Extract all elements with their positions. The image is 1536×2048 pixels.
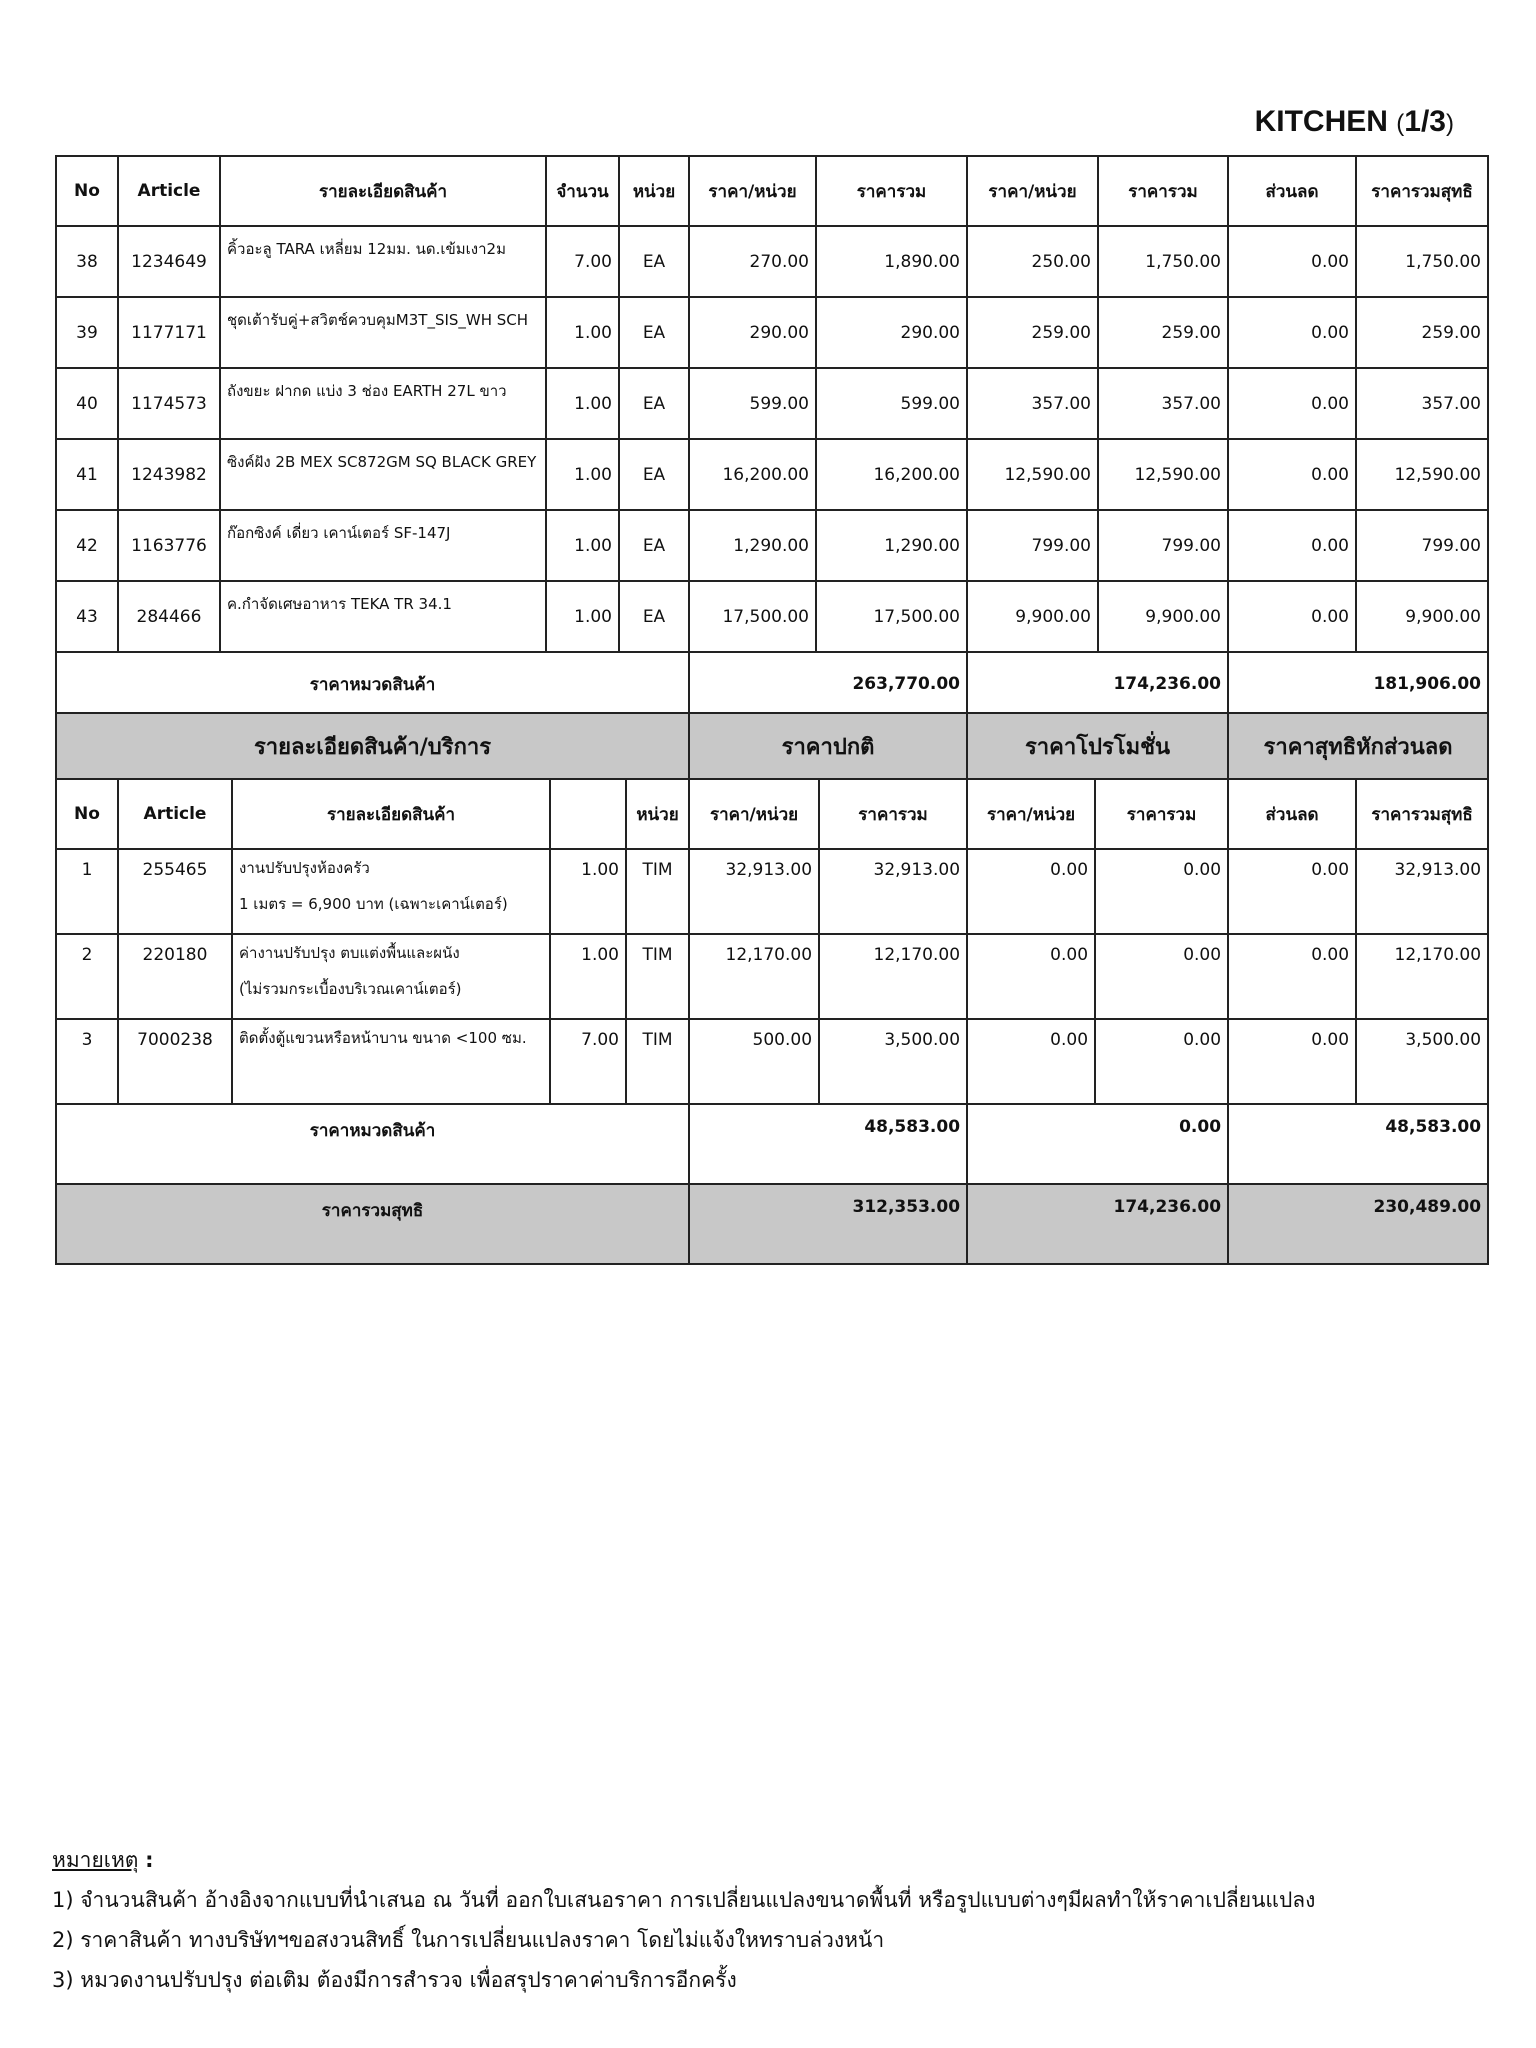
cell-promo-price: 259.00 (967, 297, 1098, 368)
cell-no: 1 (56, 849, 118, 934)
section-desc-header: รายละเอียดสินค้า/บริการ (56, 713, 689, 779)
section-promo-header: ราคาโปรโมชั่น (967, 713, 1228, 779)
cell-promo-total: 1,750.00 (1098, 226, 1228, 297)
products-subtotal-net: 181,906.00 (1228, 652, 1488, 716)
cell-unit: EA (619, 510, 689, 581)
cell-promo-price: 799.00 (967, 510, 1098, 581)
cell-promo-price: 12,590.00 (967, 439, 1098, 510)
cell-discount: 0.00 (1228, 849, 1356, 934)
services-subtotal-regular: 48,583.00 (689, 1104, 967, 1184)
cell-net: 9,900.00 (1356, 581, 1488, 652)
section-regular-header: ราคาปกติ (689, 713, 967, 779)
services-header-cell: ราคารวม (819, 779, 967, 849)
cell-unit: TIM (626, 1019, 689, 1104)
table-row (56, 1019, 1488, 1104)
cell-net: 12,170.00 (1356, 934, 1488, 1019)
table-row (56, 439, 1488, 510)
desc-line-1: งานปรับปรุงห้องครัว (239, 859, 370, 877)
cell-net: 799.00 (1356, 510, 1488, 581)
cell-promo-total: 0.00 (1095, 1019, 1228, 1104)
cell-total: 32,913.00 (819, 849, 967, 934)
cell-price: 1,290.00 (689, 510, 816, 581)
cell-qty: 1.00 (546, 510, 619, 581)
cell-total: 1,290.00 (816, 510, 967, 581)
cell-net: 32,913.00 (1356, 849, 1488, 934)
cell-total: 599.00 (816, 368, 967, 439)
cell-net: 12,590.00 (1356, 439, 1488, 510)
grand-total-regular: 312,353.00 (689, 1184, 967, 1264)
grand-total-label: ราคารวมสุทธิ (56, 1184, 689, 1264)
cell-discount: 0.00 (1228, 368, 1356, 439)
cell-price: 12,170.00 (689, 934, 819, 1019)
cell-article: 284466 (118, 581, 220, 652)
cell-price: 17,500.00 (689, 581, 816, 652)
cell-qty: 1.00 (546, 297, 619, 368)
cell-discount: 0.00 (1228, 297, 1356, 368)
cell-discount: 0.00 (1228, 581, 1356, 652)
title-main: KITCHEN (1254, 105, 1388, 138)
desc-line-1: ค่างานปรับปรุง ตบแต่งพื้นและผนัง (239, 944, 460, 962)
cell-unit: TIM (626, 934, 689, 1019)
services-header-cell: ราคารวม (1095, 779, 1228, 849)
cell-desc: ถังขยะ ฝากด แบ่ง 3 ช่อง EARTH 27L ขาว (220, 368, 546, 439)
services-header-cell: ส่วนลด (1228, 779, 1356, 849)
cell-price: 16,200.00 (689, 439, 816, 510)
section-net-header: ราคาสุทธิหักส่วนลด (1228, 713, 1488, 779)
cell-desc: ชุดเต้ารับคู่+สวิตช์ควบคุมM3T_SIS_WH SCH (220, 297, 546, 368)
table-row (56, 849, 1488, 934)
products-header-cell: ราคารวมสุทธิ (1356, 156, 1488, 226)
services-header-cell: รายละเอียดสินค้า (232, 779, 550, 849)
cell-article: 1163776 (118, 510, 220, 581)
products-subtotal-promo: 174,236.00 (967, 652, 1228, 716)
cell-no: 40 (56, 368, 118, 439)
cell-promo-price: 250.00 (967, 226, 1098, 297)
grand-total-row (56, 1184, 1488, 1264)
services-subtotal-label: ราคาหมวดสินค้า (56, 1104, 689, 1184)
cell-desc: ก๊อกซิงค์ เดี่ยว เคาน์เตอร์ SF-147J (220, 510, 546, 581)
products-header-cell: ราคา/หน่วย (967, 156, 1098, 226)
cell-total: 16,200.00 (816, 439, 967, 510)
services-header-cell: Article (118, 779, 232, 849)
note-item: 1) จำนวนสินค้า อ้างอิงจากแบบที่นำเสนอ ณ วันที่ ออกใบเสนอราคา การเปลี่ยนแปลงขนาดพื้นที่ หรือรูปแบบต่างๆมีผลทำให้ราคาเปลี่ยนแปลง (52, 1888, 1316, 1912)
cell-desc (232, 1019, 550, 1104)
cell-total: 12,170.00 (819, 934, 967, 1019)
cell-price: 270.00 (689, 226, 816, 297)
cell-total: 17,500.00 (816, 581, 967, 652)
cell-promo-total: 12,590.00 (1098, 439, 1228, 510)
products-subtotal-regular: 263,770.00 (689, 652, 967, 716)
desc-line-2: (ไม่รวมกระเบื้องบริเวณเคาน์เตอร์) (239, 980, 462, 998)
cell-qty: 1.00 (550, 849, 626, 934)
cell-promo-price: 0.00 (967, 934, 1095, 1019)
services-table (55, 712, 1489, 1265)
cell-promo-total: 0.00 (1095, 849, 1228, 934)
cell-unit: TIM (626, 849, 689, 934)
products-subtotal-label: ราคาหมวดสินค้า (56, 652, 689, 716)
cell-promo-total: 799.00 (1098, 510, 1228, 581)
products-header-cell: ราคารวม (816, 156, 967, 226)
cell-qty: 1.00 (546, 368, 619, 439)
cell-no: 3 (56, 1019, 118, 1104)
table-row (56, 510, 1488, 581)
cell-qty: 1.00 (546, 439, 619, 510)
products-header-cell: หน่วย (619, 156, 689, 226)
cell-price: 32,913.00 (689, 849, 819, 934)
cell-discount: 0.00 (1228, 510, 1356, 581)
services-header-cell: ราคา/หน่วย (689, 779, 819, 849)
cell-no: 39 (56, 297, 118, 368)
cell-no: 41 (56, 439, 118, 510)
cell-desc: คิ้วอะลู TARA เหลี่ยม 12มม. นด.เข้มเงา2ม (220, 226, 546, 297)
cell-article: 1174573 (118, 368, 220, 439)
cell-no: 43 (56, 581, 118, 652)
table-row (56, 934, 1488, 1019)
cell-qty: 1.00 (550, 934, 626, 1019)
grand-total-net: 230,489.00 (1228, 1184, 1488, 1264)
cell-qty: 7.00 (546, 226, 619, 297)
table-row (56, 297, 1488, 368)
products-header-cell: ราคารวม (1098, 156, 1228, 226)
products-table (55, 155, 1489, 717)
cell-discount: 0.00 (1228, 439, 1356, 510)
page-title: KITCHEN (1/3) (1254, 105, 1454, 138)
cell-qty: 1.00 (546, 581, 619, 652)
cell-no: 38 (56, 226, 118, 297)
products-header-row (56, 156, 1488, 226)
cell-desc (232, 849, 550, 934)
services-header-row (56, 779, 1488, 849)
table-row (56, 581, 1488, 652)
cell-article: 255465 (118, 849, 232, 934)
cell-article: 7000238 (118, 1019, 232, 1104)
services-header-cell: หน่วย (626, 779, 689, 849)
cell-discount: 0.00 (1228, 226, 1356, 297)
cell-promo-price: 9,900.00 (967, 581, 1098, 652)
cell-promo-total: 9,900.00 (1098, 581, 1228, 652)
cell-promo-total: 259.00 (1098, 297, 1228, 368)
table-row (56, 226, 1488, 297)
cell-net: 259.00 (1356, 297, 1488, 368)
note-item: 2) ราคาสินค้า ทางบริษัทฯขอสงวนสิทธิ์ ในการเปลี่ยนแปลงราคา โดยไม่แจ้งใหทราบล่วงหน้า (52, 1928, 885, 1952)
desc-line-1: ติดตั้งตู้แขวนหรือหน้าบาน ขนาด <100 ซม. (239, 1029, 527, 1047)
cell-desc (232, 934, 550, 1019)
services-header-cell: No (56, 779, 118, 849)
cell-article: 1243982 (118, 439, 220, 510)
title-page: 1/3 (1404, 105, 1446, 138)
cell-desc: ค.กำจัดเศษอาหาร TEKA TR 34.1 (220, 581, 546, 652)
products-header-cell: จำนวน (546, 156, 619, 226)
cell-no: 42 (56, 510, 118, 581)
cell-qty: 7.00 (550, 1019, 626, 1104)
cell-unit: EA (619, 226, 689, 297)
cell-article: 220180 (118, 934, 232, 1019)
cell-promo-total: 357.00 (1098, 368, 1228, 439)
notes-section: หมายเหตุ : 1) จำนวนสินค้า อ้างอิงจากแบบที่นำเสนอ ณ วันที่ ออกใบเสนอราคา การเปลี่ยนแปลงขนาดพื้นที่ หรือรูปแบบต่างๆมีผลทำให้ราคาเปลี่ยนแปลง 2) ราคาสินค้า ทางบริษัทฯขอสงวนสิทธิ์ ในการเปลี่ยนแปลงราคา โดยไม่แจ้งใหทราบล่วงหน้า 3) หมวดงานปรับปรุง ต่อเติม ต้องมีการสำรวจ เพื่อสรุปราคาค่าบริการอีกครั้ง (52, 1840, 1315, 2000)
cell-discount: 0.00 (1228, 1019, 1356, 1104)
cell-price: 599.00 (689, 368, 816, 439)
cell-net: 357.00 (1356, 368, 1488, 439)
products-subtotal-row (56, 652, 1488, 716)
desc-line-2: 1 เมตร = 6,900 บาท (เฉพาะเคาน์เตอร์) (239, 895, 508, 913)
grand-total-promo: 174,236.00 (967, 1184, 1228, 1264)
cell-unit: EA (619, 581, 689, 652)
note-item: 3) หมวดงานปรับปรุง ต่อเติม ต้องมีการสำรวจ เพื่อสรุปราคาค่าบริการอีกครั้ง (52, 1968, 737, 1992)
cell-no: 2 (56, 934, 118, 1019)
cell-article: 1177171 (118, 297, 220, 368)
cell-unit: EA (619, 297, 689, 368)
services-header-cell: ราคา/หน่วย (967, 779, 1095, 849)
cell-total: 1,890.00 (816, 226, 967, 297)
services-subtotal-promo: 0.00 (967, 1104, 1228, 1184)
cell-net: 1,750.00 (1356, 226, 1488, 297)
cell-article: 1234649 (118, 226, 220, 297)
cell-unit: EA (619, 439, 689, 510)
cell-price: 290.00 (689, 297, 816, 368)
table-row (56, 368, 1488, 439)
services-section-header (56, 713, 1488, 779)
services-subtotal-net: 48,583.00 (1228, 1104, 1488, 1184)
cell-promo-total: 0.00 (1095, 934, 1228, 1019)
cell-total: 290.00 (816, 297, 967, 368)
services-header-cell: ราคารวมสุทธิ (1356, 779, 1488, 849)
cell-net: 3,500.00 (1356, 1019, 1488, 1104)
cell-discount: 0.00 (1228, 934, 1356, 1019)
services-subtotal-row (56, 1104, 1488, 1184)
cell-promo-price: 0.00 (967, 1019, 1095, 1104)
notes-title: หมายเหตุ (52, 1848, 139, 1872)
services-header-cell (550, 779, 626, 849)
products-header-cell: รายละเอียดสินค้า (220, 156, 546, 226)
products-header-cell: ราคา/หน่วย (689, 156, 816, 226)
cell-promo-price: 357.00 (967, 368, 1098, 439)
cell-promo-price: 0.00 (967, 849, 1095, 934)
products-header-cell: No (56, 156, 118, 226)
cell-desc: ซิงค์ฝัง 2B MEX SC872GM SQ BLACK GREY (220, 439, 546, 510)
cell-unit: EA (619, 368, 689, 439)
products-header-cell: ส่วนลด (1228, 156, 1356, 226)
cell-price: 500.00 (689, 1019, 819, 1104)
cell-total: 3,500.00 (819, 1019, 967, 1104)
products-header-cell: Article (118, 156, 220, 226)
